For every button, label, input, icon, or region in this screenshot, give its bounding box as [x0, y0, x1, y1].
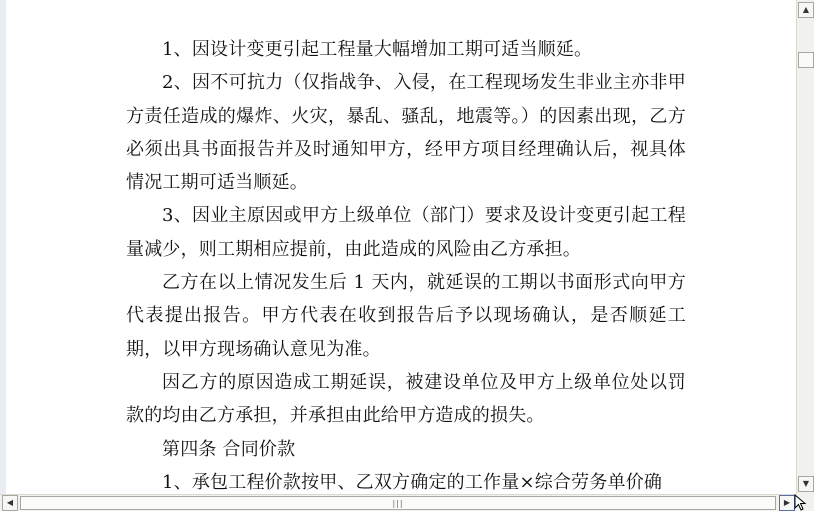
paragraph-clause-2: 2、因不可抗力（仅指战争、入侵，在工程现场发生非业主亦非甲方责任造成的爆炸、火灾，暴乱、骚乱，地震等。）的因素出现，乙方必须出具书面报告并及时通知甲方，经甲方项目经理确认后，视具体情况工期可适当顺延。: [126, 72, 686, 194]
grip-icon: |||: [392, 498, 404, 508]
paragraph-clause-3: 3、因业主原因或甲方上级单位（部门）要求及设计变更引起工程量减少，则工期相应提前，由此造成的风险由乙方承担。: [126, 205, 686, 260]
paragraph-delay-liability: 因乙方的原因造成工期延误，被建设单位及甲方上级单位处以罚款的均由乙方承担，并承担由此给甲方造成的损失。: [126, 371, 686, 427]
vertical-scroll-thumb[interactable]: [798, 52, 814, 68]
horizontal-scroll-thumb[interactable]: [20, 496, 776, 510]
scroll-up-button[interactable]: ▲: [798, 2, 814, 18]
paragraph-price-clause-1: 1、承包工程价款按甲、乙双方确定的工作量×综合劳务单价确: [162, 471, 663, 493]
paragraph-report: 乙方在以上情况发生后 1 天内，就延误的工期以书面形式向甲方代表提出报告。甲方代表在收到报告后予以现场确认，是否顺延工期，以甲方现场确认意见为准。: [126, 272, 686, 360]
horizontal-scrollbar[interactable]: [0, 494, 796, 511]
mouse-pointer-icon: [794, 494, 808, 511]
section-heading-contract-price: 第四条 合同价款: [162, 438, 296, 460]
vertical-scrollbar[interactable]: [796, 0, 814, 494]
scroll-down-button[interactable]: ▼: [798, 476, 814, 492]
paragraph-clause-1: 1、因设计变更引起工程量大幅增加工期可适当顺延。: [162, 39, 593, 60]
scroll-right-button[interactable]: ▶: [779, 495, 795, 511]
scroll-left-button[interactable]: ◀: [2, 495, 18, 511]
document-page[interactable]: [6, 0, 796, 494]
document-body: [126, 33, 686, 494]
